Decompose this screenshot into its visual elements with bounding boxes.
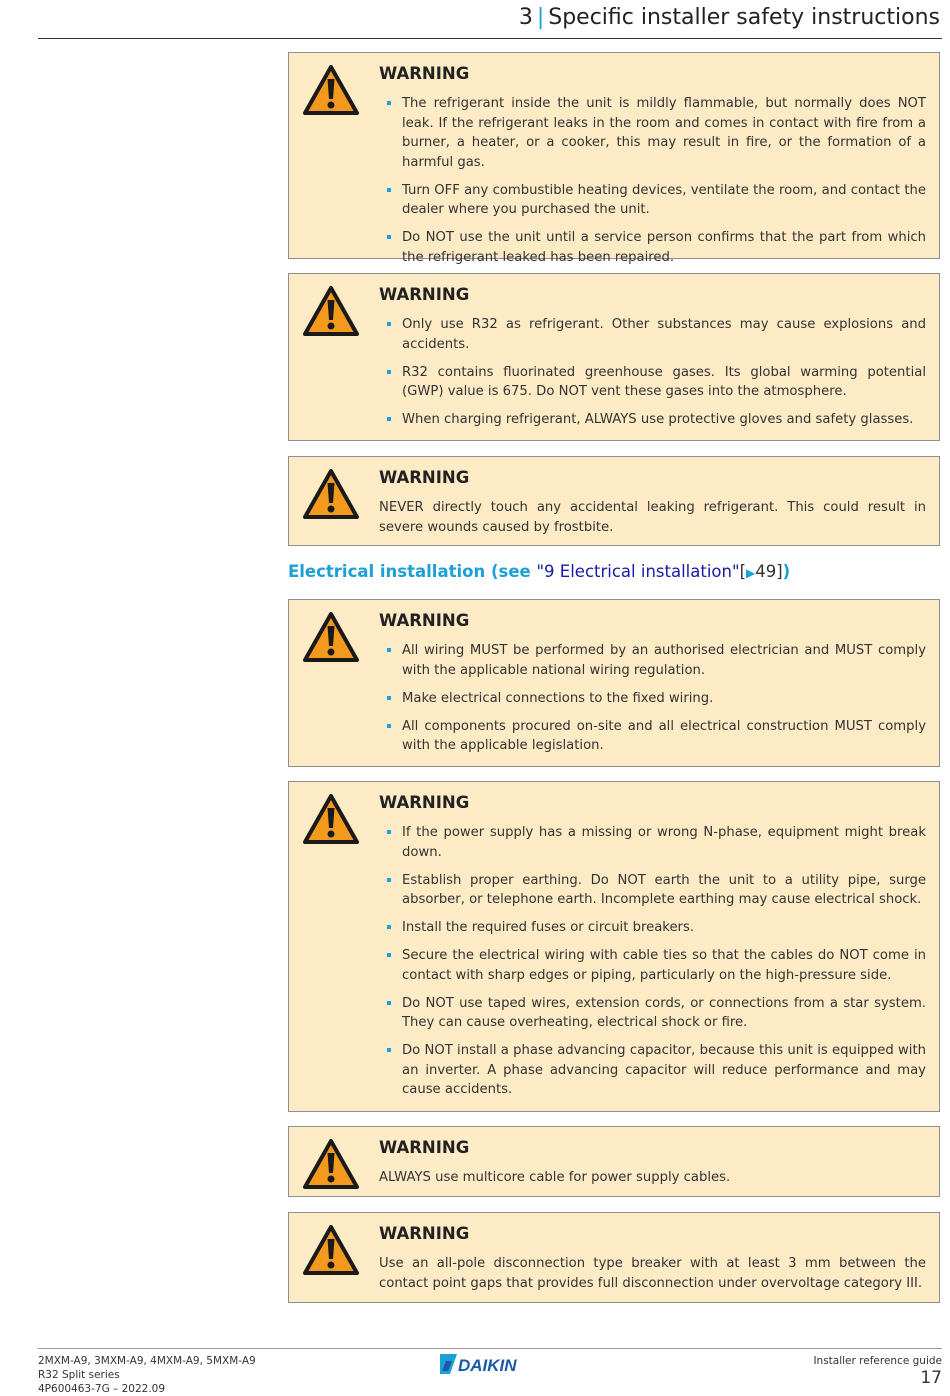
footer-models: 2MXM-A9, 3MXM-A9, 4MXM-A9, 5MXM-A9 — [38, 1355, 256, 1367]
warning-title: WARNING — [379, 468, 470, 487]
warning-title: WARNING — [379, 611, 470, 630]
warning-list-item: The refrigerant inside the unit is mildly flammable, but normally does NOT leak. If the refrigerant leaks in the room and comes in contact with fire from a burner, a heater, or a cooker, this may result in fire, or the formation of a harmful gas. — [379, 94, 926, 172]
warning-title: WARNING — [379, 64, 470, 83]
warning-list-item: Do NOT use taped wires, extension cords, or connections from a star system. They can cause overheating, electrical shock or fire. — [379, 994, 926, 1033]
warning-triangle-icon — [302, 64, 360, 116]
footer-series: R32 Split series — [38, 1369, 120, 1381]
page-ref-number[interactable]: 49 — [755, 562, 777, 581]
footer-rule — [38, 1348, 942, 1349]
daikin-logo — [438, 1352, 542, 1376]
warning-box-r32 — [288, 273, 940, 441]
warning-title: WARNING — [379, 1224, 470, 1243]
warning-box-wiring — [288, 599, 940, 767]
footer-document-info — [38, 1354, 256, 1396]
footer-guide-info — [813, 1354, 942, 1388]
warning-triangle-icon — [302, 1138, 360, 1190]
warning-list-item: If the power supply has a missing or wrong N-phase, equipment might break down. — [379, 823, 926, 862]
warning-list-item: Make electrical connections to the fixed wiring. — [379, 689, 926, 709]
warning-list-item: All components procured on-site and all electrical construction MUST comply with the applicable legislation. — [379, 717, 926, 756]
warning-box-power-supply — [288, 781, 940, 1112]
warning-body — [379, 315, 926, 438]
warning-list-item: Do NOT install a phase advancing capacitor, because this unit is equipped with an inverter. A phase advancing capacitor will reduce performance and may cause accidents. — [379, 1041, 926, 1100]
section-heading-suffix: ) — [782, 562, 791, 581]
warning-list-item: All wiring MUST be performed by an authorised electrician and MUST comply with the applicable national wiring regulation. — [379, 641, 926, 680]
chapter-number: 3 — [518, 5, 533, 30]
page-ref-arrow-icon: ▶ — [746, 566, 756, 580]
header-title — [519, 5, 940, 30]
warning-list-item: Establish proper earthing. Do NOT earth the unit to a utility pipe, surge absorber, or telephone earth. Incomplete earthing may cause electrical shock. — [379, 871, 926, 910]
warning-box-refrigerant-leak — [288, 52, 940, 265]
warning-title: WARNING — [379, 285, 470, 304]
warning-body — [379, 1254, 926, 1293]
warning-triangle-icon — [302, 468, 360, 520]
warning-body — [379, 498, 926, 537]
section-heading-prefix: Electrical installation (see — [288, 562, 537, 581]
warning-box-multicore-cable — [288, 1126, 940, 1197]
warning-body — [379, 641, 926, 764]
warning-text: ALWAYS use multicore cable for power supply cables. — [379, 1170, 731, 1185]
warning-triangle-icon — [302, 611, 360, 663]
section-link-electrical-installation[interactable]: "9 Electrical installation" — [536, 562, 740, 581]
warning-text: NEVER directly touch any accidental leaking refrigerant. This could result in severe wounds caused by frostbite. — [379, 500, 926, 535]
warning-triangle-icon — [302, 1224, 360, 1276]
warning-triangle-icon — [302, 285, 360, 337]
warning-triangle-icon — [302, 793, 360, 845]
warning-body — [379, 1168, 926, 1188]
warning-list-item: Do NOT use the unit until a service person confirms that the part from which the refrigerant leaked has been repaired. — [379, 228, 926, 267]
daikin-logo-text: DAIKIN — [458, 1356, 517, 1375]
section-heading-electrical-installation — [288, 562, 790, 581]
warning-list-item: Only use R32 as refrigerant. Other substances may cause explosions and accidents. — [379, 315, 926, 354]
warning-list-item: Secure the electrical wiring with cable ties so that the cables do NOT come in contact with sharp edges or piping, particularly on the high-pressure side. — [379, 946, 926, 985]
chapter-title: Specific installer safety instructions — [548, 5, 940, 30]
page-header — [38, 0, 942, 39]
page-ref-bracket-open: [ — [739, 562, 746, 581]
warning-text: Use an all-pole disconnection type breaker with at least 3 mm between the contact point gaps that provides full disconnection under overvoltage category III. — [379, 1256, 926, 1291]
page-number: 17 — [920, 1368, 942, 1388]
warning-list-item: Install the required fuses or circuit breakers. — [379, 918, 926, 938]
warning-box-frostbite — [288, 456, 940, 546]
warning-body — [379, 94, 926, 276]
footer-doc-number: 4P600463-7G – 2022.09 — [38, 1383, 166, 1395]
warning-title: WARNING — [379, 1138, 470, 1157]
warning-list-item: When charging refrigerant, ALWAYS use protective gloves and safety glasses. — [379, 410, 926, 430]
warning-list-item: R32 contains fluorinated greenhouse gases. Its global warming potential (GWP) value is 675. Do NOT vent these gases into the atmosphere. — [379, 363, 926, 402]
footer-guide-title: Installer reference guide — [813, 1355, 942, 1367]
page-ref-bracket-close: ] — [776, 562, 783, 581]
warning-box-breaker — [288, 1212, 940, 1303]
header-separator: | — [536, 5, 545, 30]
warning-title: WARNING — [379, 793, 470, 812]
warning-body — [379, 823, 926, 1108]
warning-list-item: Turn OFF any combustible heating devices, ventilate the room, and contact the dealer where you purchased the unit. — [379, 181, 926, 220]
